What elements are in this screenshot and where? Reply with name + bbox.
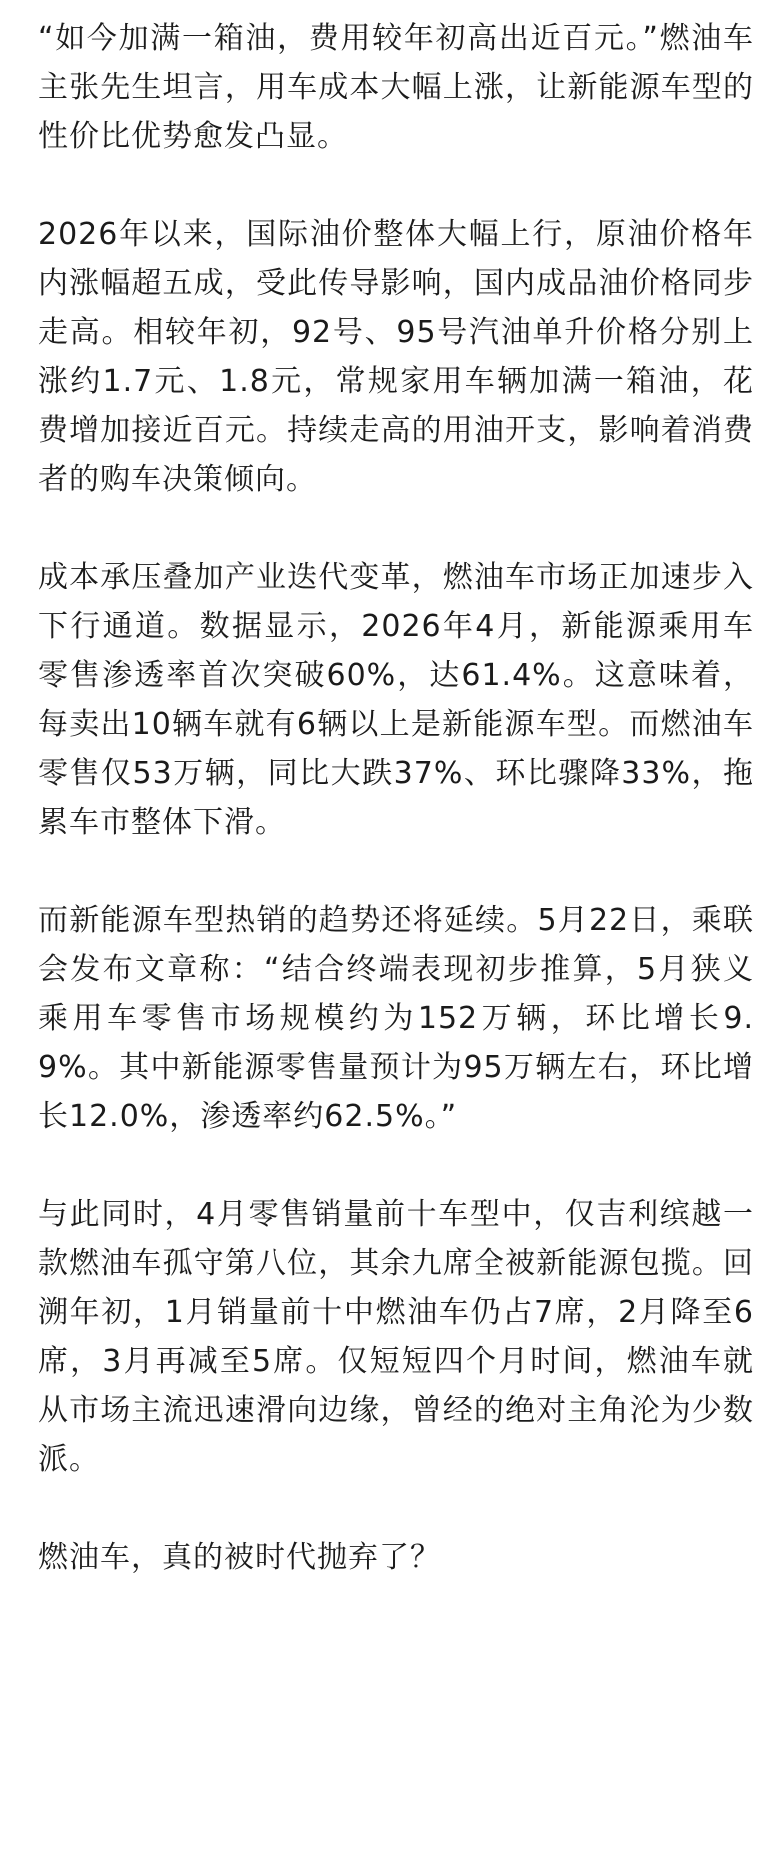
- paragraph-4: 而新能源车型热销的趋势还将延续。5月22日，乘联会发布文章称：“结合终端表现初步推算，5月狭义乘用车零售市场规模约为152万辆，环比增长9.9%。其中新能源零售量预计为95万辆左右，环比增长12.0%，渗透率约62.5%。”: [38, 903, 754, 1134]
- paragraph-5: 与此同时，4月零售销量前十车型中，仅吉利缤越一款燃油车孤守第八位，其余九席全被新能源包揽。回溯年初，1月销量前十中燃油车仍占7席，2月降至6席，3月再减至5席。仅短短四个月时间，燃油车就从市场主流迅速滑向边缘，曾经的绝对主角沦为少数派。: [38, 1197, 754, 1477]
- paragraph-1: “如今加满一箱油，费用较年初高出近百元。”燃油车主张先生坦言，用车成本大幅上涨，让新能源车型的性价比优势愈发凸显。: [38, 21, 754, 154]
- paragraph-6: 燃油车，真的被时代抛弃了？: [38, 1540, 441, 1575]
- paragraph-3: 成本承压叠加产业迭代变革，燃油车市场正加速步入下行通道。数据显示，2026年4月，新能源乘用车零售渗透率首次突破60%，达61.4%。这意味着，每卖出10辆车就有6辆以上是新能源车型。而燃油车零售仅53万辆，同比大跌37%、环比骤降33%，拖累车市整体下滑。: [38, 560, 754, 840]
- paragraph-2: 2026年以来，国际油价整体大幅上行，原油价格年内涨幅超五成，受此传导影响，国内成品油价格同步走高。相较年初，92号、95号汽油单升价格分别上涨约1.7元、1.8元，常规家用车辆加满一箱油，花费增加接近百元。持续走高的用油开支，影响着消费者的购车决策倾向。: [38, 217, 754, 497]
